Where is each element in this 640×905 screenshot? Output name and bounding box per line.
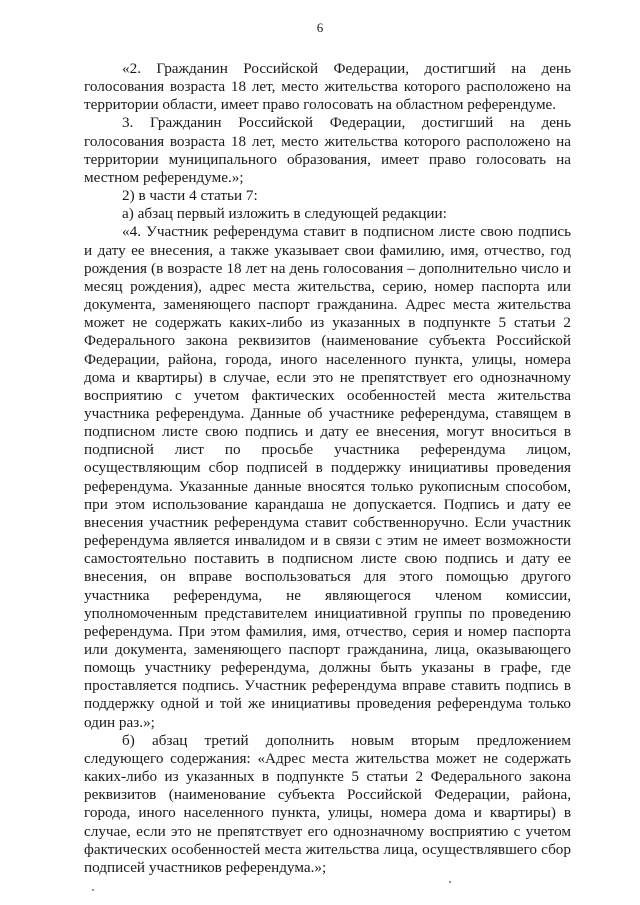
- paragraph-item-2: 2) в части 4 статьи 7:: [122, 187, 258, 205]
- paragraph-clause-2: «2. Гражданин Российской Федерации, достигший на день голосования возраста 18 лет, место жительства которого расположено на территории области, имеет право голосовать на областном референдуме.: [84, 60, 571, 114]
- paragraph-subitem-b: б) абзац третий дополнить новым вторым предложением следующего содержания: «Адрес места жительства может не содержать каких-либо из указанных в подпункте 5 статьи 2 Федерального закона реквизитов (наименование субъекта Российской Федерации, района, города, иного населенного пункта, улицы, номера дома и квартиры) в случае, если это не препятствует его однозначному восприятию с учетом фактических особенностей места жительства лица, осуществлявшего сбор подписей участников референдума.»;: [84, 731, 571, 876]
- paragraph-subitem-a: а) абзац первый изложить в следующей редакции:: [122, 205, 447, 223]
- scan-speck: [92, 889, 94, 891]
- paragraph-clause-4: «4. Участник референдума ставит в подписном листе свою подпись и дату ее внесения, а также указывает свои фамилию, имя, отчество, год рождения (в возрасте 18 лет на день голосования – дополнительно число и месяц рождения), адрес места жительства, серию, номер паспорта или документа, заменяющего паспорт гражданина. Адрес места жительства может не содержать каких-либо из указанных в подпункте 5 статьи 2 Федерального закона реквизитов (наименование субъекта Российской Федерации, района, города, иного населенного пункта, улицы, номера дома и квартиры) в случае, если это не препятствует его однозначному восприятию с учетом фактических особенностей места жительства участника референдума. Данные об участнике референдума, ставящем в подписном листе свою подпись и дату ее внесения, могут вноситься в подписной лист по просьбе участника референдума лицом, осуществляющим сбор подписей в поддержку инициативы проведения референдума. Указанные данные вносятся только рукописным способом, при этом использование карандаша не допускается. Подпись и дату ее внесения участник референдума ставит собственноручно. Если участник референдума является инвалидом и в связи с этим не имеет возможности самостоятельно поставить в подписном листе свою подпись и дату ее внесения, он вправе воспользоваться для этого помощью другого участника референдума, не являющегося членом комиссии, уполномоченным представителем инициативной группы по проведению референдума. При этом фамилия, имя, отчество, серия и номер паспорта или документа, заменяющего паспорт гражданина, лица, оказывающего помощь участнику референдума, должны быть указаны в графе, где проставляется подпись. Участник референдума вправе ставить подпись в поддержку одной и той же инициативы проведения референдума только один раз.»;: [84, 223, 571, 731]
- page-number: 6: [316, 20, 324, 35]
- body-text: [84, 60, 571, 877]
- paragraph-clause-3: 3. Гражданин Российской Федерации, достигший на день голосования возраста 18 лет, место жительства которого расположено на территории муниципального образования, имеет право голосовать на местном референдуме.»;: [84, 114, 571, 186]
- scan-speck: [449, 881, 451, 883]
